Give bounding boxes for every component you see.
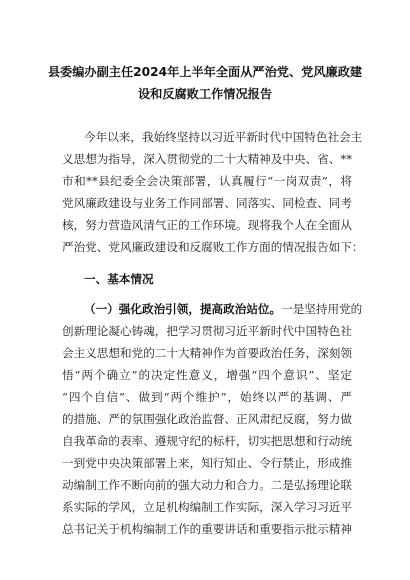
intro-line: 义思想为指导，深入贯彻党的二十大精神及中央、省、** [62, 152, 352, 166]
intro-line: 党风廉政建设与业务工作同部署、同落实、同检查、同考 [62, 196, 352, 210]
subsection-line: 会主义思想和党的二十大精神作为首要政治任务，深刻领 [62, 346, 352, 360]
subsection-line: 一到党中央决策部署上来，知行知止、令行禁止，形成推 [62, 456, 352, 470]
section-heading: 一、基本情况 [84, 272, 154, 286]
subsection-line: 创新理论凝心铸魂，把学习贯彻习近平新时代中国特色社 [62, 324, 352, 338]
subsection-line: 悟“两个确立”的决定性意义，增强“四个意识”、坚定 [62, 368, 352, 382]
subsection-line: 动编制工作不断向前的强大动力和合力。二是弘扬理论联 [62, 478, 352, 492]
subsection-title: （一）强化政治引领，提高政治站位。 [84, 302, 282, 316]
subsection-line: 系实际的学风，立足机构编制工作实际，深入学习习近平 [62, 500, 352, 514]
document-title-line-1: 县委编办副主任2024年上半年全面从严治党、党风廉政建 [47, 65, 363, 79]
subsection-line: 自我革命的表率、遵规守纪的标杆，切实把思想和行动统 [62, 434, 352, 448]
document-title-line-2: 设和反腐败工作情况报告 [137, 87, 273, 101]
intro-line: 市和**县纪委全会决策部署，认真履行“一岗双责”，将 [62, 174, 352, 188]
subsection-line: 总书记关于机构编制工作的重要讲话和重要指示批示精神 [62, 522, 352, 536]
subsection-lead: 一是坚持用党的 [281, 302, 363, 316]
subsection-line: 的措施、严的氛围强化政治监督、正风肃纪反腐，努力做 [62, 412, 352, 426]
intro-line: 严治党、党风廉政建设和反腐败工作方面的情况报告如下： [62, 240, 364, 254]
intro-line: 核，努力营造风清气正的工作环境。现将我个人在全面从 [62, 218, 352, 232]
subsection-line: “四个自信”、做到“两个维护”，始终以严的基调、严 [62, 390, 352, 404]
intro-line: 今年以来，我始终坚持以习近平新时代中国特色社会主 [84, 130, 363, 144]
subsection-lead-line [84, 298, 363, 320]
